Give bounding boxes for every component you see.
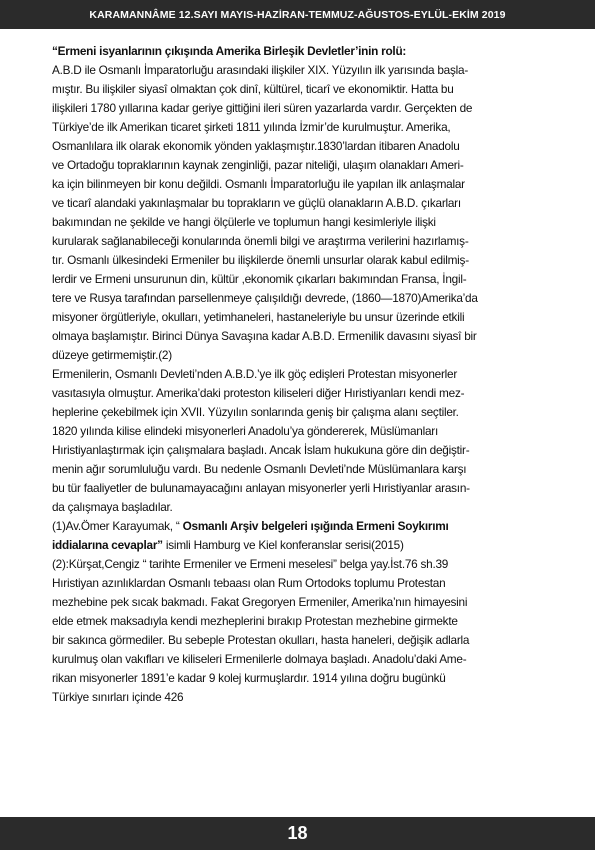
text-segment: ve Ortadoğu topraklarının kaynak zenginliği, pazar niteliği, ulaşım olanakları Ameri-: [52, 158, 464, 172]
text-segment: elde etmek maksadıyla kendi mezheplerini bırakıp Protestan mezhebine girmekte: [52, 614, 458, 628]
text-segment: lerdir ve Ermeni unsurunun din, kültür ,ekonomik çıkarları bakımından Fransa, İngil-: [52, 272, 467, 286]
text-line: [52, 441, 564, 460]
page-number: 18: [287, 823, 308, 843]
text-line: [52, 593, 564, 612]
text-segment: mezhebine pek sıcak bakmadı. Fakat Gregoryen Ermeniler, Amerika’nın himayesini: [52, 595, 468, 609]
text-line: [52, 289, 564, 308]
text-line: [52, 460, 564, 479]
text-segment: Türkiye’de ilk Amerikan ticaret şirketi 1811 yılında İzmir’de kurulmuştur. Amerika,: [52, 120, 451, 134]
text-segment: isimli Hamburg ve Kiel konferanslar serisi(2015): [162, 538, 404, 552]
text-segment: ka için bilinmeyen bir konu değildi. Osmanlı İmparatorluğu ile yapılan ilk anlaşmalar: [52, 177, 465, 191]
text-line: [52, 308, 564, 327]
text-line: [52, 327, 564, 346]
text-line: [52, 99, 564, 118]
text-segment: Hıristiyanlaştırmak için çalışmalara başladı. Ancak İslam hukukuna göre din değiştir-: [52, 443, 470, 457]
text-line: [52, 80, 564, 99]
text-line: [52, 612, 564, 631]
text-line: [52, 536, 564, 555]
text-segment: rikan misyonerler 1891’e kadar 9 kolej kurmuşlardır. 1914 yılına doğru bugünkü: [52, 671, 446, 685]
article-body: [52, 42, 564, 707]
text-segment: Ermenilerin, Osmanlı Devleti’nden A.B.D.’ye ilk göç edişleri Protestan misyonerler: [52, 367, 458, 381]
text-line: [52, 365, 564, 384]
text-segment: bir sakınca görmediler. Bu sebeple Protestan okulları, hasta haneleri, değişik adlarla: [52, 633, 470, 647]
text-line: [52, 137, 564, 156]
text-segment: bu tür faaliyetler de bulunamayacağını anlayan misyonerler yerli Hıristiyanlar arasın-: [52, 481, 470, 495]
text-segment: Türkiye sınırları içinde 426: [52, 690, 184, 704]
text-line: [52, 346, 564, 365]
text-line: [52, 688, 564, 707]
text-line: [52, 479, 564, 498]
bold-text: iddialarına cevaplar”: [52, 538, 163, 552]
text-segment: (1)Av.Ömer Karayumak, “: [52, 519, 183, 533]
text-segment: misyoner örgütleriyle, okulları, yetimhaneleri, hastaneleriyle bu unsur üzerinde etkili: [52, 310, 465, 324]
text-line: [52, 403, 564, 422]
text-segment: da çalışmaya başladılar.: [52, 500, 173, 514]
text-segment: Osmanlılara ilk olarak ekonomik yönden yaklaşmıştır.1830’lardan itibaren Anadolu: [52, 139, 460, 153]
running-header: [0, 0, 595, 29]
text-line: [52, 517, 564, 536]
text-line: [52, 61, 564, 80]
text-line: [52, 232, 564, 251]
text-segment: 1820 yılında kilise elindeki misyonerleri Anadolu’ya göndererek, Müslümanları: [52, 424, 438, 438]
text-line: [52, 422, 564, 441]
text-line: [52, 175, 564, 194]
text-line: [52, 574, 564, 593]
text-line: [52, 669, 564, 688]
text-line: [52, 213, 564, 232]
bold-text: “Ermeni isyanlarının çıkışında Amerika Birleşik Devletler’inin rolü:: [52, 44, 407, 58]
text-line: [52, 498, 564, 517]
text-line: [52, 194, 564, 213]
text-segment: kurulmuş olan vakıfları ve kiliseleri Ermenilerle dolmaya başladı. Anadolu’daki Ame-: [52, 652, 467, 666]
text-line: [52, 251, 564, 270]
text-segment: mıştır. Bu ilişkiler siyasî olmaktan çok dinî, kültürel, ticarî ve ekonomiktir. Hatta bu: [52, 82, 454, 96]
text-segment: ve ticarî alandaki yakınlaşmalar bu toprakların ve güçlü olanakların A.B.D. çıkarları: [52, 196, 461, 210]
text-segment: menin ağır sorumluluğu vardı. Bu nedenle Osmanlı Devleti’nde Müslümanlara karşı: [52, 462, 467, 476]
bold-text: Osmanlı Arşiv belgeleri ışığında Ermeni Soykırımı: [182, 519, 449, 533]
text-line: [52, 650, 564, 669]
text-line: [52, 631, 564, 650]
text-line: [52, 270, 564, 289]
text-segment: ilişkileri 1780 yıllarına kadar geriye gittiğini ileri süren yazarlarda vardır. Gerçekten de: [52, 101, 473, 115]
text-segment: tır. Osmanlı ülkesindeki Ermeniler bu ilişkilerde önemli unsurlar olarak kabul edilmiş-: [52, 253, 469, 267]
text-line: [52, 384, 564, 403]
page-footer: [0, 817, 595, 850]
text-segment: bakımından ne şekilde ve hangi ölçülerle ve toplumun hangi kesimleriyle ilişki: [52, 215, 436, 229]
text-line: [52, 156, 564, 175]
text-segment: olmaya başlamıştır. Birinci Dünya Savaşına kadar A.B.D. Ermenilik davasını siyasî bir: [52, 329, 477, 343]
text-segment: heplerine çekebilmek için XVII. Yüzyılın sonlarında geniş bir çalışma alanı seçtiler.: [52, 405, 459, 419]
text-segment: Hıristiyan azınlıklardan Osmanlı tebaası olan Rum Ortodoks toplumu Protestan: [52, 576, 446, 590]
text-line: [52, 555, 564, 574]
text-segment: (2):Kürşat,Cengiz “ tarihte Ermeniler ve Ermeni meselesi” belga yay.İst.76 sh.39: [52, 557, 449, 571]
text-line: [52, 42, 564, 61]
text-line: [52, 118, 564, 137]
text-segment: vasıtasıyla olmuştur. Amerika’daki proteston kiliseleri diğer Hıristiyanları kendi mez-: [52, 386, 465, 400]
text-segment: düzeye getirmemiştir.(2): [52, 348, 172, 362]
header-title: KARAMANNÂME 12.SAYI MAYIS-HAZİRAN-TEMMUZ-AĞUSTOS-EYLÜL-EKİM 2019: [89, 8, 506, 21]
text-segment: kurularak sağlanabileceği konularında önemli bilgi ve araştırma verilerini hazırlamış-: [52, 234, 469, 248]
text-segment: tere ve Rusya tarafından parsellenmeye çalışıldığı devrede, (1860—1870)Amerika’da: [52, 291, 478, 305]
text-segment: A.B.D ile Osmanlı İmparatorluğu arasındaki ilişkiler XIX. Yüzyılın ilk yarısında başla-: [52, 63, 469, 77]
